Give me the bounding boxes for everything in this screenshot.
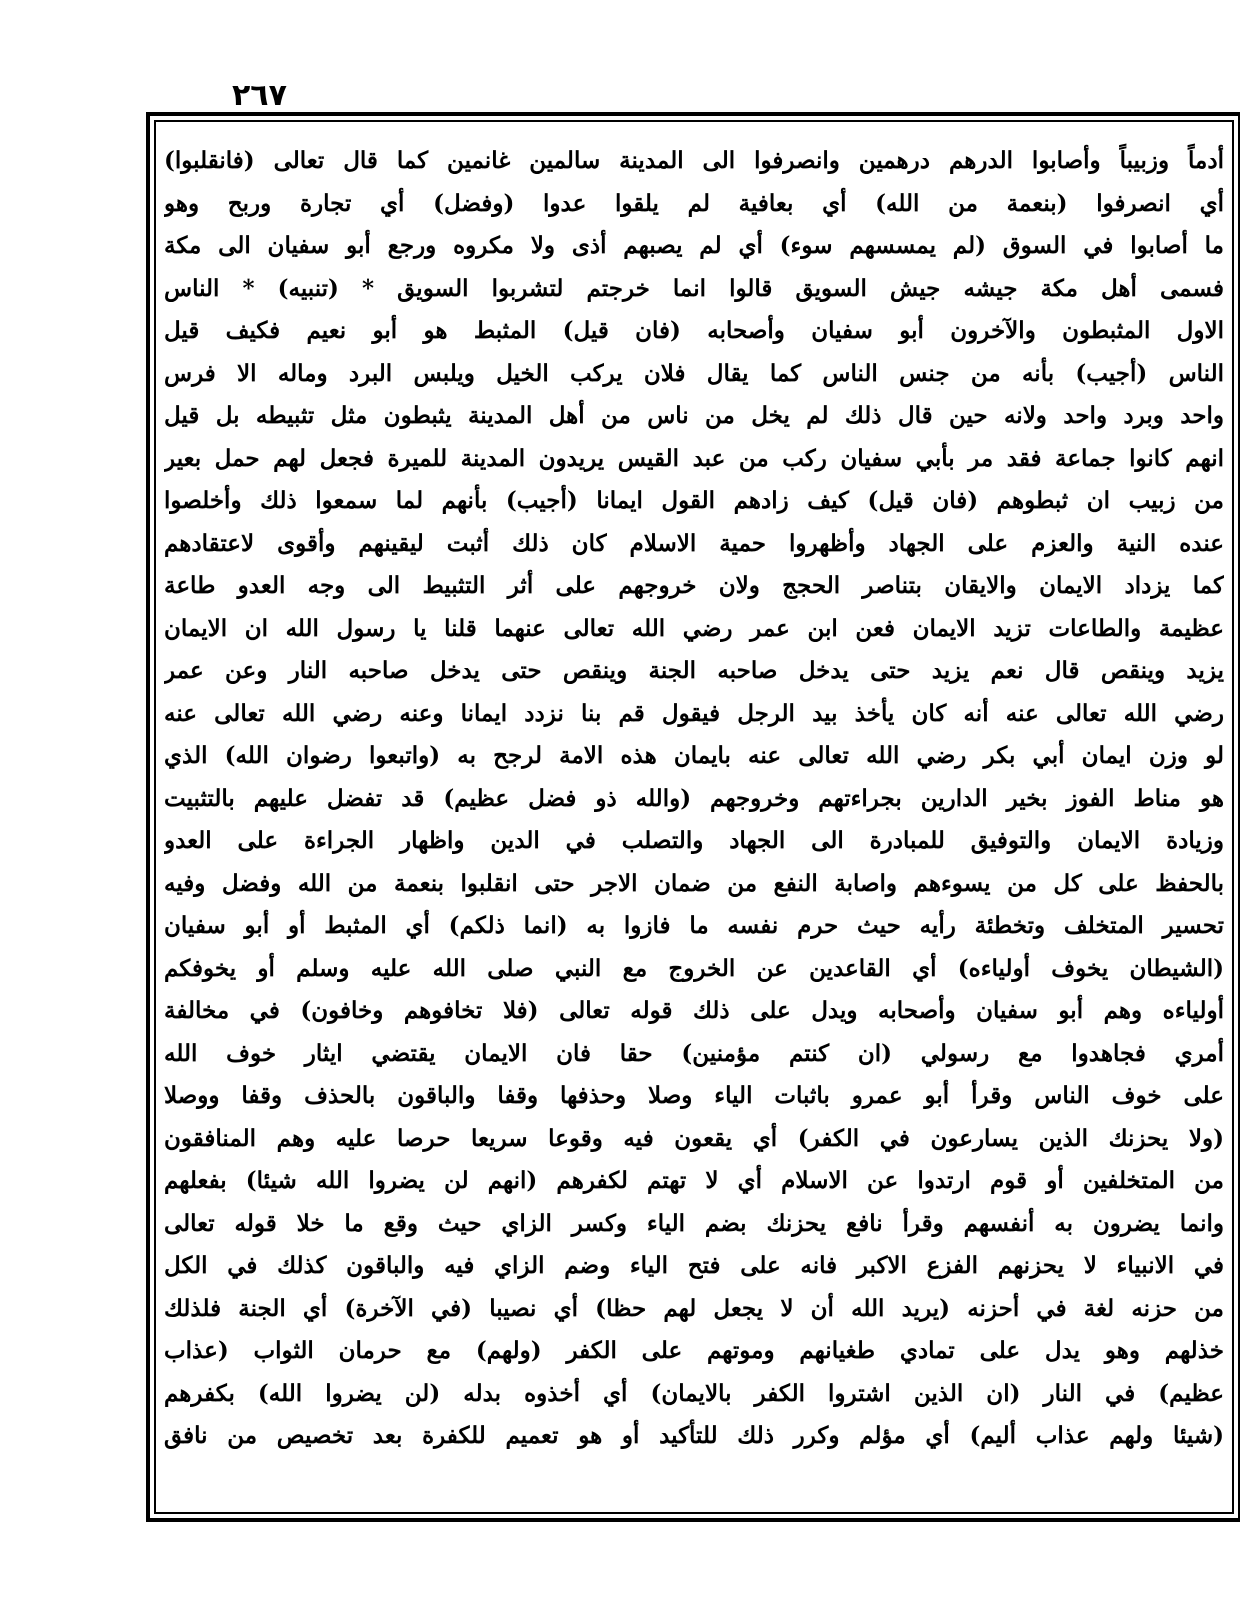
text-line: في الانبياء لا يحزنهم الفزع الاكبر فانه على فتح الياء وضم الزاي فيه والباقون كذلك في الكل <box>164 1252 1224 1279</box>
text-line: تحسير المتخلف وتخطئة رأيه حيث حرم نفسه ما فازوا به (انما ذلكم) أي المثبط أو أبو سفيان <box>164 912 1224 939</box>
text-line: (ولا يحزنك الذين يسارعون في الكفر) أي يقعون فيه وقوعا سريعا حرصا عليه وهم المنافقون <box>164 1124 1224 1152</box>
page-number: ٢٦٧ <box>232 78 287 113</box>
text-line: أمري فجاهدوا مع رسولي (ان كنتم مؤمنين) حقا فان الايمان يقتضي ايثار خوف الله <box>164 1039 1224 1067</box>
text-line: أدماً وزبيباً وأصابوا الدرهم درهمين وانصرفوا الى المدينة سالمين غانمين كما قال تعالى (فانقلبوا) <box>164 147 1224 174</box>
text-line: من زبيب ان ثبطوهم (فان قيل) كيف زادهم القول ايمانا (أجيب) بأنهم لما سمعوا ذلك وأخلصوا <box>164 487 1224 514</box>
text-frame <box>146 112 1240 1522</box>
text-line: انهم كانوا جماعة فقد مر بأبي سفيان ركب من عبد القيس يريدون المدينة للميرة فجعل لهم حمل بعير <box>164 444 1224 472</box>
text-line: لو وزن ايمان أبي بكر رضي الله تعالى عنه بايمان هذه الامة لرجح به (واتبعوا رضوان الله) الذي <box>164 742 1224 769</box>
text-line: الاول المثبطون والآخرون أبو سفيان وأصحابه (فان قيل) المثبط هو أبو نعيم فكيف قيل <box>164 317 1224 344</box>
text-line: من حزنه لغة في أحزنه (يريد الله أن لا يجعل لهم حظا) أي نصيبا (في الآخرة) أي الجنة فلذلك <box>164 1294 1224 1322</box>
text-line: الناس (أجيب) بأنه من جنس الناس كما يقال فلان يركب الخيل ويلبس البرد وماله الا فرس <box>164 359 1224 387</box>
text-line: بالحفظ على كل من يسوءهم واصابة النفع من ضمان الاجر حتى انقلبوا بنعمة من الله وفضل وفيه <box>164 869 1224 897</box>
body-text <box>164 140 1224 1496</box>
text-line: خذلهم وهو يدل على تمادي طغيانهم وموتهم على الكفر (ولهم) مع حرمان الثواب (عذاب <box>164 1337 1224 1364</box>
text-line: رضي الله تعالى عنه أنه كان يأخذ بيد الرجل فيقول قم بنا نزدد ايمانا وعنه رضي الله تعالى عنه <box>164 699 1224 727</box>
text-line: واحد وبرد واحد ولانه حين قال ذلك لم يخل من ناس من أهل المدينة يثبطون مثل تثبيطه بل قيل <box>164 402 1224 429</box>
text-line: هو مناط الفوز بخير الدارين بجراءتهم وخروجهم (والله ذو فضل عظيم) قد تفضل عليهم بالتثبيت <box>164 784 1224 812</box>
text-line: عظيمة والطاعات تزيد الايمان فعن ابن عمر رضي الله تعالى عنهما قلنا يا رسول الله ان الايمان <box>164 614 1224 642</box>
text-line: وانما يضرون به أنفسهم وقرأ نافع يحزنك بضم الياء وكسر الزاي حيث وقع ما خلا قوله تعالى <box>164 1209 1224 1237</box>
text-line: وزيادة الايمان والتوفيق للمبادرة الى الجهاد والتصلب في الدين واظهار الجراءة على العدو <box>164 827 1224 854</box>
text-line: على خوف الناس وقرأ أبو عمرو باثبات الياء وصلا وحذفها وقفا والباقون بالحذف وقفا ووصلا <box>164 1082 1224 1109</box>
text-line: أولياءه وهم أبو سفيان وأصحابه ويدل على ذلك قوله تعالى (فلا تخافوهم وخافون) في مخالفة <box>164 997 1224 1024</box>
text-line: أي انصرفوا (بنعمة من الله) أي بعافية لم يلقوا عدوا (وفضل) أي تجارة وربح وهو <box>164 189 1224 217</box>
text-line: عنده النية والعزم على الجهاد وأظهروا حمية الاسلام كان ذلك أثبت ليقينهم وأقوى لاعتقادهم <box>164 529 1224 557</box>
text-line: يزيد وينقص قال نعم يزيد حتى يدخل صاحبه الجنة وينقص حتى يدخل صاحبه النار وعن عمر <box>164 657 1224 684</box>
text-line: كما يزداد الايمان والايقان بتناصر الحجج ولان خروجهم على أثر التثبيط الى وجه العدو طاعة <box>164 572 1224 599</box>
text-line: (شيئا ولهم عذاب أليم) أي مؤلم وكرر ذلك للتأكيد أو هو تعميم للكفرة بعد تخصيص من نافق <box>164 1422 1224 1449</box>
text-line: عظيم) في النار (ان الذين اشتروا الكفر بالايمان) أي أخذوه بدله (لن يضروا الله) بكفرهم <box>164 1379 1224 1407</box>
text-line: (الشيطان يخوف أولياءه) أي القاعدين عن الخروج مع النبي صلى الله عليه وسلم أو يخوفكم <box>164 954 1224 982</box>
text-line: من المتخلفين أو قوم ارتدوا عن الاسلام أي لا تهتم لكفرهم (انهم لن يضروا الله شيئا) بفعلهم <box>164 1167 1224 1194</box>
text-line: ما أصابوا في السوق (لم يمسسهم سوء) أي لم يصبهم أذى ولا مكروه ورجع أبو سفيان الى مكة <box>164 232 1224 259</box>
text-line: فسمى أهل مكة جيشه جيش السويق قالوا انما خرجتم لتشربوا السويق * (تنبيه) * الناس <box>164 274 1224 302</box>
